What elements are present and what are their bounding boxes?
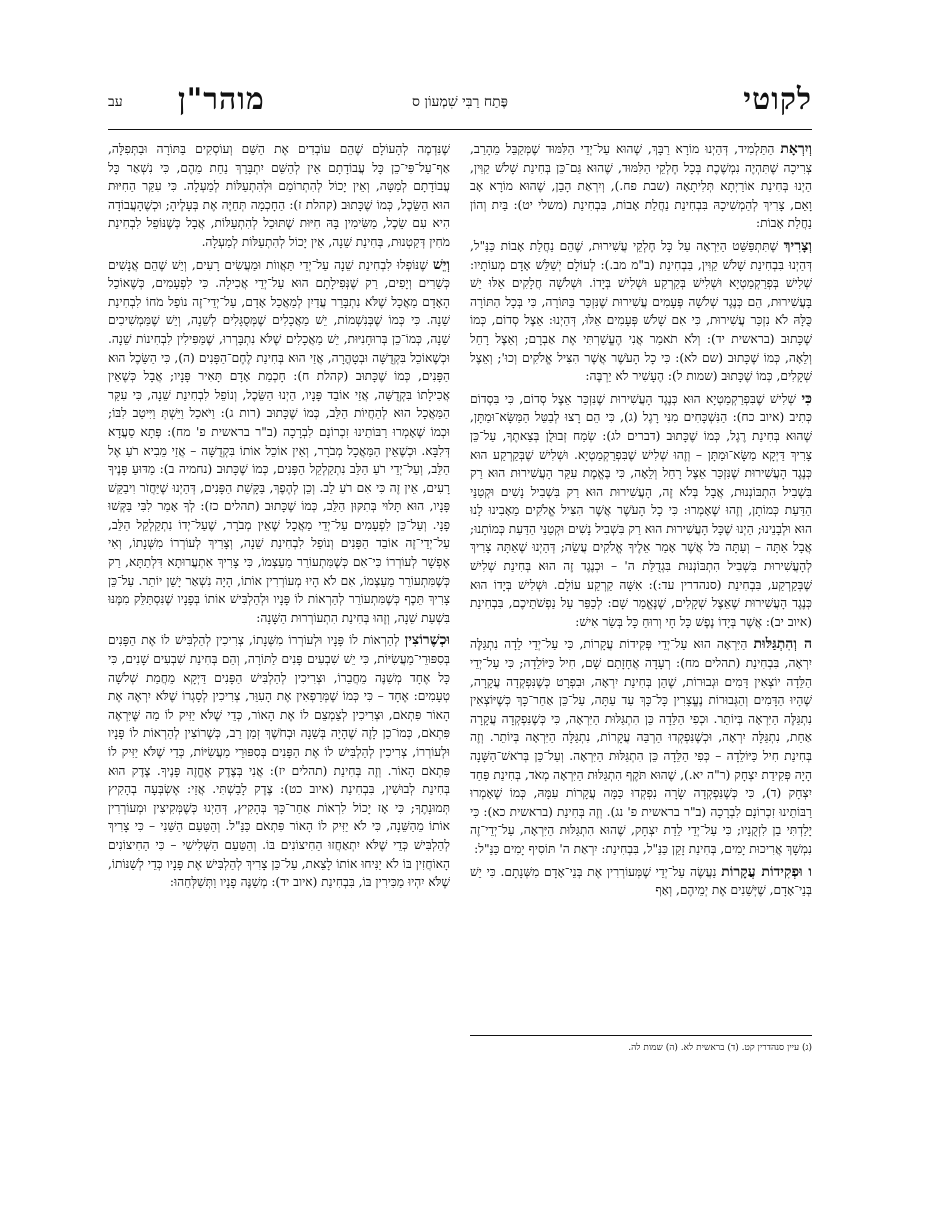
- paragraph-lead: וְיֵשׁ: [432, 256, 450, 273]
- paragraph-lead: כִּי: [801, 390, 812, 407]
- paragraph-text: שֶׁנִּדְמֶה לְהָעוֹלָם שֶׁהֵם עוֹבְדִים אֶת הַשֵּׁם וְעוֹסְקִים בַּתּוֹרָה וּבַתְּפִלָּה, אַף־עַל־פִּי־כֵן כָּל עֲבוֹדָתָם אֵין לְהַשֵּׁם יִתְבָּרַךְ נַחַת מֵהֶם, כִּי נִשְׁאַר כָּל עֲבוֹדָתָם לְמַטָּה, וְאֵין יָכוֹל לְהִתְרוֹמֵם וּלְהִתְעַלּוֹת לְמַעְלָה. כִּי עִקַּר הַחִיּוּת הוּא הַשֵּׂכֶל, כְּמוֹ שֶׁכָּתוּב (קהלת ז): הַחָכְמָה תְּחַיֶּה אֶת בְּעָלֶיהָ; וּכְשֶׁהָעֲבוֹדָה הִיא עִם שֵׂכֶל, מַשִּׂימִין בָּהּ חִיּוּת שֶׁתּוּכַל לְהִתְעַלּוֹת, אֲבָל כְּשֶׁנּוֹפֵל לִבְחִינַת מֹחִין דְּקַטְנוּת, בְּחִינַת שֵׁנָה, אֵין יָכוֹל לְהִתְעַלּוֹת לְמַעְלָה.: [108, 142, 450, 249]
- page-header: [108, 80, 812, 130]
- paragraph: [108, 256, 450, 628]
- paragraph: [108, 631, 450, 891]
- paragraph-lead: וְצָרִיךְ: [783, 237, 812, 254]
- left-column: [108, 140, 450, 1030]
- paragraph: [470, 390, 812, 632]
- paragraph-lead: וְיִרְאָת: [780, 141, 812, 157]
- paragraph: [470, 863, 812, 900]
- paragraph: [108, 140, 450, 252]
- paragraph-lead: ה וְהִתְגַּלּוּת: [753, 636, 812, 653]
- book-title-left: מוהר"ן: [178, 82, 265, 117]
- paragraph-text: לְהַרְאוֹת לוֹ פָּנָיו וּלְעוֹרְרוֹ מִשְּׁנָתוֹ, צְרִיכִין לְהַלְבִּישׁ לוֹ אֶת הַפָּנִים בְּסִפּוּרֵי־מַעֲשִׂיּוֹת, כִּי יֵשׁ שִׁבְעִים פָּנִים לַתּוֹרָה, וְהֵם בְּחִינַת שִׁבְעִים שָׁנִים, כִּי כָּל אֶחָד מְשַׁנֶּה מֵחֲבֵרוֹ, וּצְרִיכִין לְהַלְבִּישׁ הַפָּנִים דַּיְקָא מֵחֲמַת שְׁלֹשָׁה טְעָמִים: אֶחָד – כִּי כְּמוֹ שֶׁמְּרַפְאִין אֶת הָעִוֵּר, צְרִיכִין לְסָגְרוֹ שֶׁלֹּא יִרְאֶה אֶת הָאוֹר פִּתְאֹם, וּצְרִיכִין לְצַמְצֵם לוֹ אֶת הָאוֹר, כְּדֵי שֶׁלֹּא יַזִּיק לוֹ מַה שֶּׁיִּרְאֶה פִּתְאֹם, כְּמוֹ־כֵן לָזֶה שֶׁהָיָה בְּשֵׁנָה וּבְחֹשֶׁךְ זְמַן רַב, כְּשֶׁרוֹצִין לְהַרְאוֹת לוֹ פָּנָיו וּלְעוֹרְרוֹ, צְרִיכִין לְהַלְבִּישׁ לוֹ אֶת הַפָּנִים בְּסִפּוּרֵי מַעֲשִׂיּוֹת, כְּדֵי שֶׁלֹּא יַזִּיק לוֹ פִּתְאֹם הָאוֹר. וְזֶה בְּחִינַת (תהלים יז): אֲנִי בְּצֶדֶק אֶחֱזֶה פָּנֶיךָ. צֶדֶק הוּא בְּחִינַת לְבוּשִׁין, בִּבְחִינַת (איוב כט): צֶדֶק לָבַשְׁתִּי. אֲזַי: אֶשְׂבְּעָה בְהָקִיץ תְּמוּנָתֶךָ; כִּי אָז יָכוֹל לִרְאוֹת אַחַר־כָּךְ בְּהָקִיץ, דְּהַיְנוּ כְּשֶׁמְּקִיצִין וּמְעוֹרְרִין אוֹתוֹ מֵהַשֵּׁנָה, כִּי לֹא יַזִּיק לוֹ הָאוֹר פִּתְאֹם כַּנַּ"ל. וְהַטַּעַם הַשֵּׁנִי – כִּי צָרִיךְ לְהַלְבִּישׁ כְּדֵי שֶׁלֹּא יִתְאַחֲזוּ הַחִיצוֹנִים בּוֹ. וְהַטַּעַם הַשְּׁלִישִׁי – כִּי הַחִיצוֹנִים הָאוֹחֲזִין בּוֹ לֹא יַנִּיחוּ אוֹתוֹ לָצֵאת, עַל־כֵּן צָרִיךְ לְהַלְבִּישׁ אֶת פָּנָיו כְּדֵי לְשַׁנּוֹתוֹ, שֶׁלֹּא יִהְיוּ מַכִּירִין בּוֹ, בִּבְחִינַת (איוב יד): מְשַׁנֶּה פָנָיו וַתְּשַׁלְּחֵהוּ:: [108, 633, 450, 890]
- section-heading: פֶּתַח רַבִּי שִׁמְעוֹן ס: [411, 94, 509, 110]
- text-columns: [108, 140, 812, 1030]
- page: [108, 80, 812, 1160]
- paragraph: [470, 140, 812, 233]
- paragraph-text: שֶׁתִּתְפַּשֵּׁט הַיִּרְאָה עַל כָּל חֶלְקֵי עֲשִׁירוּת, שֶׁהֵם נַחֲלַת אָבוֹת כַּנַּ"ל, דְּהַיְנוּ בִּבְחִינַת שָׁלֹשׁ קַוִּין, בִּבְחִינַת (ב"מ מב.): לְעוֹלָם יְשַׁלֵּשׁ אָדָם מְעוֹתָיו: שְׁלִישׁ בְּפְרַקְמַטְיָא וּשְׁלִישׁ בְּקַרְקַע וּשְׁלִישׁ בְּיָדוֹ. וּשְׁלֹשָׁה חֲלָקִים אֵלּוּ יֵשׁ בָּעֲשִׁירוּת, הֵם כְּנֶגֶד שְׁלֹשָׁה פְּעָמִים עֲשִׁירוּת שֶׁנִּזְכַּר בַּתּוֹרָה, כִּי בְּכָל הַתּוֹרָה כֻּלָּהּ לֹא נִזְכַּר עֲשִׁירוּת, כִּי אִם שָׁלֹשׁ פְּעָמִים אֵלּוּ, דְּהַיְנוּ: אֵצֶל סְדוֹם, כְּמוֹ שֶׁכָּתוּב (בראשית יד): וְלֹא תֹאמַר אֲנִי הֶעֱשַׁרְתִּי אֶת אַבְרָם; וְאֵצֶל רָחֵל וְלֵאָה, כְּמוֹ שֶׁכָּתוּב (שם לא): כִּי כָל הָעֹשֶׁר אֲשֶׁר הִצִּיל אֱלֹקִים וְכוּ'; וְאֵצֶל שְׁקָלִים, כְּמוֹ שֶׁכָּתוּב (שמות ל): הֶעָשִׁיר לֹא יַרְבֶּה:: [470, 238, 812, 384]
- footnote-divider: [470, 1035, 812, 1036]
- paragraph-text: הַתַּלְמִיד, דְּהַיְנוּ מוֹרָא רַבָּךְ, שֶׁהוּא עַל־יְדֵי הַלִּמּוּד שֶׁמְּקַבֵּל מֵהָרַב, צְרִיכָה שֶׁתִּהְיֶה נִמְשֶׁכֶת בְּכָל חֶלְקֵי הַלִּמּוּד, שֶׁהוּא גַּם־כֵּן בְּחִינַת שָׁלֹשׁ קַוִּין, הַיְנוּ בְּחִינַת אוֹרַיְתָא תְּלִיתָאָה (שבת פח.), וְיִרְאַת הָבֵן, שֶׁהוּא מוֹרָא אָב וָאֵם, צָרִיךְ לְהַמְשִׁיכָהּ בִּבְחִינַת נַחֲלַת אָבוֹת, בִּבְחִינַת (משלי יט): בַּיִת וְהוֹן נַחֲלַת אָבוֹת:: [470, 142, 812, 231]
- page-number: עב: [108, 94, 123, 110]
- book-title-right: לקוטי: [743, 82, 812, 117]
- paragraph-text: שֶׁנּוֹפְלוּ לִבְחִינַת שֵׁנָה עַל־יְדֵי תַּאֲווֹת וּמַעֲשִׂים רָעִים, וְיֵשׁ שֶׁהֵם אֲנָשִׁים כְּשֵׁרִים וְיָפִים, רַק שֶׁנְּפִילָתָם הוּא עַל־יְדֵי אֲכִילָה. כִּי לִפְעָמִים, כְּשֶׁאוֹכֵל הָאָדָם מַאֲכָל שֶׁלֹּא נִתְבָּרֵר עֲדַיִן לְמַאֲכַל אָדָם, עַל־יְדֵי־זֶה נוֹפֵל מֹחוֹ לִבְחִינַת שֵׁנָה. כִּי כְּמוֹ שֶׁבְּנִשְׁמוֹת, יֵשׁ מַאֲכָלִים שֶׁמְּסֻגָּלִים לְשֵׁנָה, וְיֵשׁ שֶׁמַּמְשִׁיכִים שֵׁנָה, כְּמוֹ־כֵן בְּרוּחָנִיּוּת, יֵשׁ מַאֲכָלִים שֶׁלֹּא נִתְבָּרְרוּ, שֶׁמַּפִּילִין לִבְחִינוֹת שֵׁנָה. וּכְשֶׁאוֹכֵל בִּקְדֻשָּׁה וּבְטָהֳרָה, אֲזַי הוּא בְּחִינַת לֶחֶם־הַפָּנִים (ה), כִּי הַשֵּׂכֶל הוּא הַפָּנִים, כְּמוֹ שֶׁכָּתוּב (קהלת ח): חָכְמַת אָדָם תָּאִיר פָּנָיו; אֲבָל כְּשֶׁאֵין אֲכִילָתוֹ בִּקְדֻשָּׁה, אֲזַי אוֹבֵד פָּנָיו, הַיְנוּ הַשֵּׂכֶל, וְנוֹפֵל לִבְחִינַת שֵׁנָה, כִּי עִקַּר הַמַּאֲכָל הוּא לְהַחֲיוֹת הַלֵּב, כְּמוֹ שֶׁכָּתוּב (רות ג): וַיֹּאכַל וַיֵּשְׁתְּ וַיִּיטַב לִבּוֹ; וּכְמוֹ שֶׁאָמְרוּ רַבּוֹתֵינוּ זִכְרוֹנָם לִבְרָכָה (ב"ר בראשית פ' מח): פְּתָא סַעֲדָא דְּלִבָּא. וּכְשֶׁאֵין הַמַּאֲכָל מְבֹרָר, וְאֵין אוֹכֵל אוֹתוֹ בִּקְדֻשָּׁה – אֲזַי מֵבִיא רֹעַ אֶל הַלֵּב, וְעַל־יְדֵי רֹעַ הַלֵּב נִתְקַלְקֵל הַפָּנִים, כְּמוֹ שֶׁכָּתוּב (נחמיה ב): מַדּוּעַ פָּנֶיךָ רָעִים, אֵין זֶה כִּי אִם רֹעַ לֵב. וְכֵן לְהֶפֶךְ, בַּקָּשַׁת הַפָּנִים, דְּהַיְנוּ שֶׁיַּחֲזֹר וִיבַקֵּשׁ פָּנָיו, הוּא תָּלוּי בְּתִקּוּן הַלֵּב, כְּמוֹ שֶׁכָּתוּב (תהלים כז): לְךָ אָמַר לִבִּי בַּקְּשׁוּ פָנָי. וְעַל־כֵּן לִפְעָמִים עַל־יְדֵי מַאֲכָל שֶׁאֵין מְבֹרָר, שֶׁעַל־יְדוֹ נִתְקַלְקֵל הַלֵּב, עַל־יְדֵי־זֶה אוֹבֵד הַפָּנִים וְנוֹפֵל לִבְחִינַת שֵׁנָה, וְצָרִיךְ לְעוֹרְרוֹ מִשְּׁנָתוֹ, וְאִי אֶפְשָׁר לְעוֹרְרוֹ כִּי־אִם כְּשֶׁמִּתְעוֹרֵר מֵעַצְמוֹ, כִּי צָרִיךְ אִתְעֲרוּתָא דִּלְתַתָּא, רַק כְּשֶׁמִּתְעוֹרֵר מֵעַצְמוֹ, אִם לֹא הָיוּ מְעוֹרְרִין אוֹתוֹ, הָיָה נִשְׁאַר יָשֵׁן יוֹתֵר. עַל־כֵּן צָרִיךְ תֵּכֶף כְּשֶׁמִּתְעוֹרֵר לְהַרְאוֹת לוֹ פָּנָיו וּלְהַלְבִּישׁ אוֹתוֹ בְּפָנָיו שֶׁנִּסְתַּלֵּק מִמֶּנּוּ בִּשְׁעַת שֵׁנָה, וְזֶהוּ בְּחִינַת הִתְעוֹרְרוּת הַשָּׁנָה:: [108, 257, 450, 625]
- paragraph-lead: ו וּפְקִידוֹת עֲקָרוֹת: [721, 863, 812, 880]
- footnote: (ג) עיין סנהדרין קט. (ד) בראשית לא. (ה) שמות לה.: [628, 1043, 812, 1053]
- paragraph: [470, 635, 812, 858]
- paragraph-text: הַיִּרְאָה הוּא עַל־יְדֵי פְּקִידוֹת עֲקָרוֹת, כִּי עַל־יְדֵי לֵדָה נִתְגַּלֶּה יִרְאָה, בִּבְחִינַת (תהלים מח): רְעָדָה אֲחָזָתַם שָׁם, חִיל כַּיּוֹלֵדָה; כִּי עַל־יְדֵי הַלֵּדָה יוֹצְאִין דָּמִים וּגְבוּרוֹת, שֶׁהֵן בְּחִינַת יִרְאָה, וּבִפְרָט כְּשֶׁנִּפְקְדָה עֲקָרָה, שֶׁהָיוּ הַדָּמִים וְהַגְּבוּרוֹת נֶעֱצָרִין כָּל־כָּךְ עַד עַתָּה, עַל־כֵּן אַחַר־כָּךְ כְּשֶׁיּוֹצְאִין נִתְגַּלֶּה הַיִּרְאָה בְּיוֹתֵר. וּכְפִי הַלֵּדָה כֵּן הִתְגַּלּוּת הַיִּרְאָה, כִּי כְּשֶׁנִּפְקְדָה עֲקָרָה אַחַת, נִתְגַּלָּה יִרְאָה, וּכְשֶׁנִּפְקְדוּ הַרְבֵּה עֲקָרוֹת, נִתְגַּלָּה הַיִּרְאָה בְּיוֹתֵר. וְזֶה בְּחִינַת חִיל כַּיּוֹלֵדָה – כְּפִי הַלֵּדָה כֵּן הִתְגַּלּוּת הַיִּרְאָה. וְעַל־כֵּן בְּרֹאשׁ־הַשָּׁנָה הָיָה פְּקִידַת יִצְחָק (ר"ה יא.), שֶׁהוּא תֹּקֶף הִתְגַּלּוּת הַיִּרְאָה מְאֹד, בְּחִינַת פַּחַד יִצְחָק (ד), כִּי כְּשֶׁנִּפְקְדָה שָׂרָה נִפְקְדוּ כַּמָּה עֲקָרוֹת עִמָּהּ, כְּמוֹ שֶׁאָמְרוּ רַבּוֹתֵינוּ זִכְרוֹנָם לִבְרָכָה (ב"ר בראשית פ' נג). וְזֶה בְּחִינַת (בראשית כא): כִּי יָלַדְתִּי בֵן לִזְקֻנָיו; כִּי עַל־יְדֵי לֵדַת יִצְחָק, שֶׁהוּא הִתְגַּלּוּת הַיִּרְאָה, עַל־יְדֵי־זֶה נִמְשָׁךְ אֲרִיכוּת יָמִים, בְּחִינַת זָקֵן כַּנַּ"ל, בִּבְחִינַת: יִרְאַת ה' תּוֹסִיף יָמִים כַּנַּ"ל:: [470, 637, 812, 856]
- paragraph-lead: וּכְשֶׁרוֹצִין: [404, 632, 450, 649]
- right-column: [470, 140, 812, 1030]
- paragraph: [470, 237, 812, 386]
- paragraph-text: נַעֲשֶׂה עַל־יְדֵי שֶׁמְּעוֹרְרִין אֶת בְּנֵי־אָדָם מִשְּׁנָתָם. כִּי יֵשׁ בְּנֵי־אָדָם, שֶׁיְּשֵׁנִים אֶת יְמֵיהֶם, וְאַף: [470, 864, 812, 898]
- paragraph-text: שְׁלִישׁ שֶׁבִּפְרַקְמַטְיָא הוּא כְּנֶגֶד הָעֲשִׁירוּת שֶׁנִּזְכַּר אֵצֶל סְדוֹם, כִּי בִּסְדוֹם כְּתִיב (איוב כח): הַנִּשְׁכָּחִים מִנִּי רָגֶל (ג), כִּי הֵם רָצוּ לְבַטֵּל הַמַּשָּׂא־וּמַתָּן, שֶׁהוּא בְּחִינַת רֶגֶל, כְּמוֹ שֶׁכָּתוּב (דברים לג): שְׂמַח זְבוּלֻן בְּצֵאתֶךָ, עַל־כֵּן צָרִיךְ דַּיְקָא מַשָּׂא־וּמַתָּן – וְזֶהוּ שְׁלִישׁ שֶׁבִּפְרַקְמַטְיָא. וּשְׁלִישׁ שֶׁבְּקַרְקַע הוּא כְּנֶגֶד הָעֲשִׁירוּת שֶׁנִּזְכַּר אֵצֶל רָחֵל וְלֵאָה, כִּי בֶּאֱמֶת עִקַּר הָעֲשִׁירוּת הוּא רַק בִּשְׁבִיל הִתְבּוֹנְנוּת, אֲבָל בְּלֹא זֶה, הָעֲשִׁירוּת הוּא רַק בִּשְׁבִיל נָשִׁים וּקְטַנֵּי הַדַּעַת כְּמוֹתָן, וְזֶהוּ שֶׁאָמְרוּ: כִּי כָל הָעֹשֶׁר אֲשֶׁר הִצִּיל אֱלֹקִים מֵאָבִינוּ לָנוּ הוּא וּלְבָנֵינוּ; הַיְנוּ שֶׁכָּל הָעֲשִׁירוּת הוּא רַק בִּשְׁבִיל נָשִׁים וּקְטַנֵּי הַדַּעַת כְּמוֹתָנוּ; אֲבָל אַתָּה – וְעַתָּה כֹּל אֲשֶׁר אָמַר אֵלֶיךָ אֱלֹקִים עֲשֵׂה; דְּהַיְנוּ שֶׁאַתָּה צָרִיךְ לְהָעֲשִׁירוּת בִּשְׁבִיל הִתְבּוֹנְנוּת בִּגְדֻלַּת ה' – וּכְנֶגֶד זֶה הוּא בְּחִינַת שְׁלִישׁ שֶׁבְּקַרְקַע, בִּבְחִינַת (סנהדרין עד:): אִשָּׁה קַרְקַע עוֹלָם. וּשְׁלִישׁ בְּיָדוֹ הוּא כְּנֶגֶד הָעֲשִׁירוּת שֶׁאֵצֶל שְׁקָלִים, שֶׁנֶּאֱמַר שָׁם: לְכַפֵּר עַל נַפְשֹׁתֵיכֶם, בִּבְחִינַת (איוב יב): אֲשֶׁר בְּיָדוֹ נֶפֶשׁ כָּל חָי וְרוּחַ כָּל בְּשַׂר אִישׁ:: [470, 391, 812, 629]
